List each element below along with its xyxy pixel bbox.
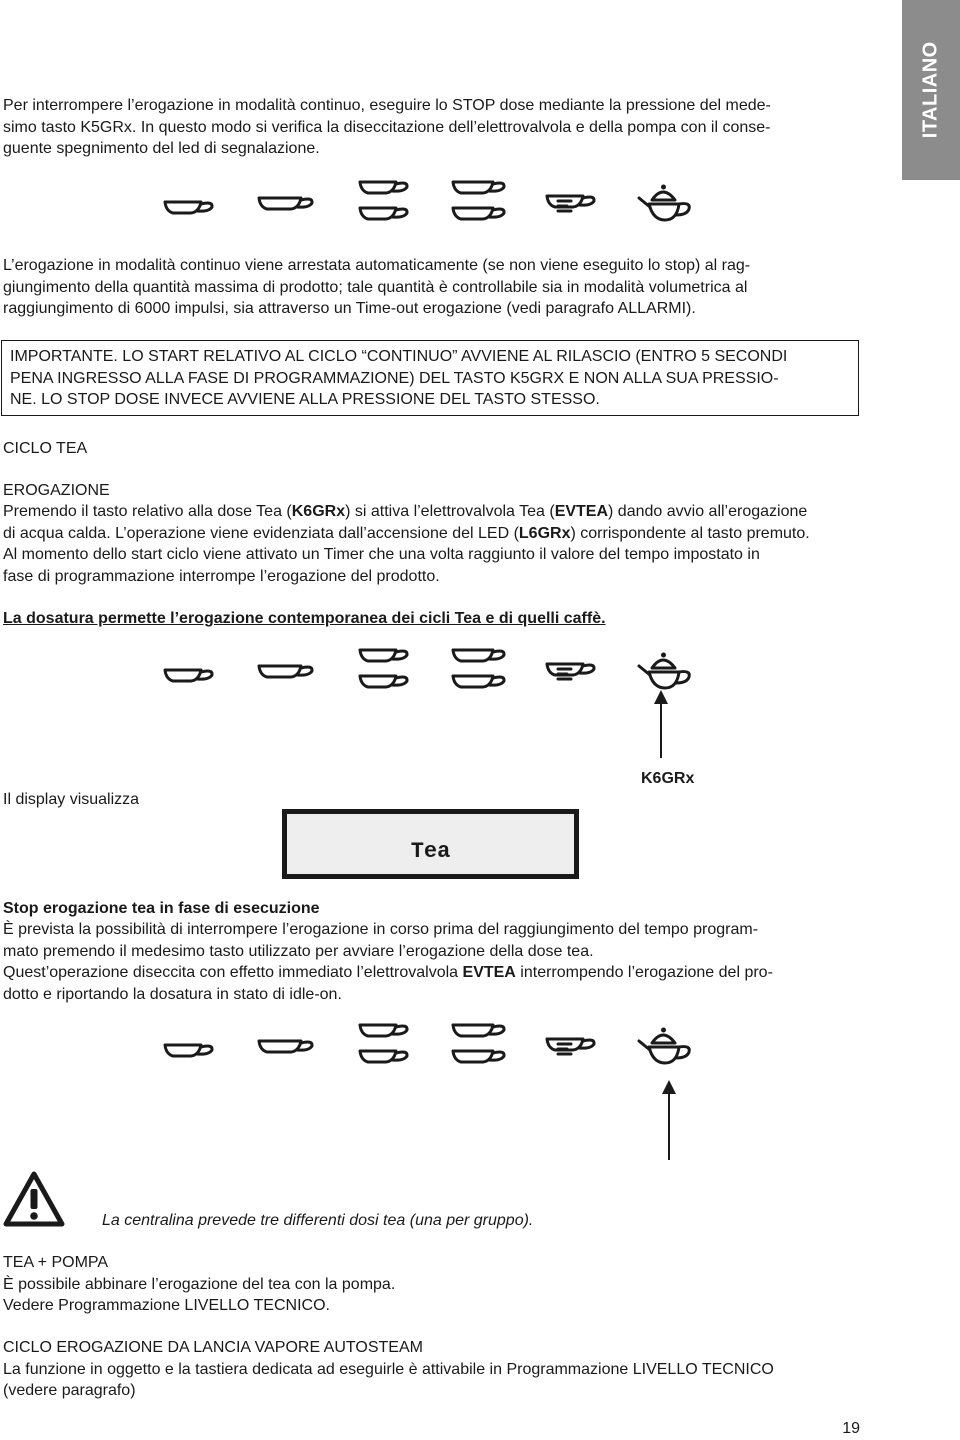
teapot-icon <box>639 1028 689 1064</box>
intro-paragraph <box>3 95 861 160</box>
teapot-icon <box>639 185 689 221</box>
double-espresso-icon <box>360 182 407 219</box>
single-espresso-icon <box>165 202 212 213</box>
continuo-line: giungimento della quantità massima di prodotto; tale quantità è controllabile sia in modalità volumetrica al <box>3 278 748 296</box>
autosteam-line: (vedere paragrafo) <box>3 1382 136 1399</box>
continuo-line: raggiungimento di 6000 impulsi, sia attraverso un Time-out erogazione (vedi paragrafo ALLARMI). <box>3 300 696 317</box>
language-tab-label: ITALIANO <box>919 41 942 139</box>
tea-pompa-heading: TEA + POMPA <box>3 1254 109 1271</box>
continuous-icon <box>547 196 594 211</box>
ciclo-tea-paragraph <box>3 501 861 587</box>
important-notice <box>1 340 859 416</box>
ciclo-tea-heading: CICLO TEA <box>3 440 88 457</box>
display-label: Il display visualizza <box>3 791 140 808</box>
stop-tea-paragraph <box>3 919 861 1005</box>
stop-tea-line: mato premendo il medesimo tasto utilizzato per avviare l’erogazione della dose tea. <box>3 942 594 960</box>
stop-tea-line: È prevista la possibilità di interrompere l’erogazione in corso prima del raggiungimento del tempo program- <box>3 921 759 938</box>
continuo-line: L’erogazione in modalità continuo viene arrestata automaticamente (se non viene eseguito lo stop) al rag- <box>3 257 751 274</box>
double-coffee-icon <box>453 1025 504 1062</box>
erogazione-heading: EROGAZIONE <box>3 482 110 499</box>
ciclo-tea-line: Al momento dello start ciclo viene attivato un Timer che una volta raggiunto il valore del tempo impostato in <box>3 546 760 563</box>
arrow-up-icon <box>653 690 669 758</box>
key-label: K6GRx <box>641 770 695 787</box>
double-coffee-icon <box>453 650 504 687</box>
tea-pompa-section <box>3 1252 861 1317</box>
teapot-icon <box>639 653 689 689</box>
double-espresso-icon <box>360 650 407 687</box>
continuous-icon <box>547 664 594 679</box>
lcd-display <box>282 809 579 879</box>
ciclo-tea-line: di acqua calda. L’operazione viene evidenziata dall’accensione del LED (L6GRx) corrispondente al tasto premuto. <box>3 524 810 542</box>
dosatura-note: La dosatura permette l’erogazione contemporanea dei cicli Tea e di quelli caffè. <box>3 610 606 627</box>
autosteam-line: La funzione in oggetto e la tastiera dedicata ad eseguirle è attivabile in Programmazione LIVELLO TECNICO <box>3 1360 774 1378</box>
important-line: NE. LO STOP DOSE INVECE AVVIENE ALLA PRESSIONE DEL TASTO STESSO. <box>10 391 600 408</box>
page-number: 19 <box>842 1420 860 1437</box>
single-coffee-icon <box>259 1041 312 1052</box>
warning-icon <box>3 1171 65 1234</box>
ciclo-tea-line: Premendo il tasto relativo alla dose Tea (K6GRx) si attiva l’elettrovalvola Tea (EVTEA) dando avvio all’erogazione <box>3 503 808 520</box>
keypad-row <box>155 178 715 228</box>
tea-pompa-line: Vedere Programmazione LIVELLO TECNICO. <box>3 1297 330 1314</box>
tea-pompa-line: È possibile abbinare l’erogazione del tea con la pompa. <box>3 1275 396 1293</box>
single-coffee-icon <box>259 198 312 209</box>
warning-text: La centralina prevede tre differenti dosi tea (una per gruppo). <box>102 1212 534 1229</box>
ciclo-tea-line: fase di programmazione interrompe l’erogazione del prodotto. <box>3 567 440 585</box>
keypad-row <box>155 646 715 696</box>
keypad-icons <box>155 646 715 696</box>
keypad-row <box>155 1021 715 1071</box>
single-espresso-icon <box>165 1045 212 1056</box>
keypad-icons <box>155 178 715 228</box>
lcd-text: Tea <box>410 838 451 864</box>
autosteam-section <box>3 1337 861 1402</box>
intro-line: guente spegnimento del led di segnalazione. <box>3 140 320 157</box>
keypad-icons <box>155 1021 715 1071</box>
intro-line: Per interrompere l’erogazione in modalità continuo, eseguire lo STOP dose mediante la pressione del mede- <box>3 97 771 114</box>
stop-tea-line: Quest’operazione diseccita con effetto immediato l’elettrovalvola EVTEA interrompendo l’erogazione del pro- <box>3 964 773 981</box>
single-espresso-icon <box>165 670 212 681</box>
continuo-paragraph <box>3 255 861 320</box>
continuous-icon <box>547 1039 594 1054</box>
language-tab <box>902 0 960 180</box>
arrow-up-icon <box>661 1080 677 1160</box>
important-line: IMPORTANTE. LO START RELATIVO AL CICLO “CONTINUO” AVVIENE AL RILASCIO (ENTRO 5 SECONDI <box>10 348 788 365</box>
important-line: PENA INGRESSO ALLA FASE DI PROGRAMMAZIONE) DEL TASTO K5GRX E NON ALLA SUA PRESSIO- <box>10 369 779 387</box>
autosteam-heading: CICLO EROGAZIONE DA LANCIA VAPORE AUTOSTEAM <box>3 1339 423 1356</box>
double-espresso-icon <box>360 1025 407 1062</box>
single-coffee-icon <box>259 666 312 677</box>
double-coffee-icon <box>453 182 504 219</box>
intro-line: simo tasto K5GRx. In questo modo si verifica la diseccitazione dell’elettrovalvola e della pompa con il conse- <box>3 118 771 136</box>
stop-tea-heading: Stop erogazione tea in fase di esecuzione <box>3 900 320 917</box>
stop-tea-line: dotto e riportando la dosatura in stato di idle-on. <box>3 985 342 1003</box>
